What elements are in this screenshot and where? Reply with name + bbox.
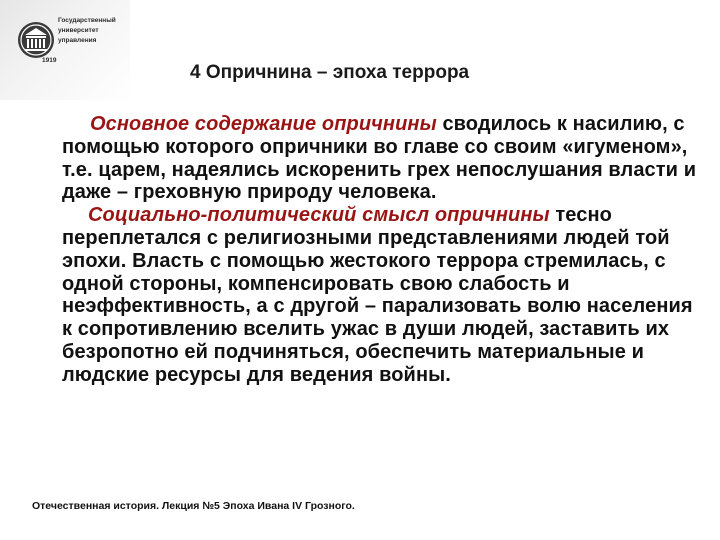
paragraph-lead: Социально-политический смысл опричнины xyxy=(88,204,550,227)
logo-line-2: университет xyxy=(58,27,99,34)
logo-year: 1919 xyxy=(42,57,57,64)
institution-building-logo-icon xyxy=(16,10,116,68)
slide-title: 4 Опричнина – эпоха террора xyxy=(190,62,470,83)
paragraph-content xyxy=(62,113,702,204)
paragraph-text: сводилось к насилию, с помощью которого опричники во главе со своим «игуменом», т.е. царем, надеялись искоренить грех непослушания власти и даже – греховную природу человека. xyxy=(62,113,697,204)
slide-body xyxy=(62,113,702,387)
logo-line-1: Государственный xyxy=(58,17,116,24)
slide-footer: Отечественная история. Лекция №5 Эпоха Ивана IV Грозного. xyxy=(32,500,355,512)
paragraph-meaning xyxy=(62,204,702,386)
paragraph-text: тесно переплетался с религиозными представлениями людей той эпохи. Власть с помощью жестокого террора стремилась, с одной стороны, компенсировать свою слабость и неэффективность, а с другой – парализовать волю населения к сопротивлению вселить ужас в души людей, заставить их безропотно ей подчиняться, обеспечить материальные и людские ресурсы для ведения войны. xyxy=(62,204,693,386)
paragraph-lead: Основное содержание опричнины xyxy=(90,113,437,135)
logo-line-3: управления xyxy=(58,37,97,44)
